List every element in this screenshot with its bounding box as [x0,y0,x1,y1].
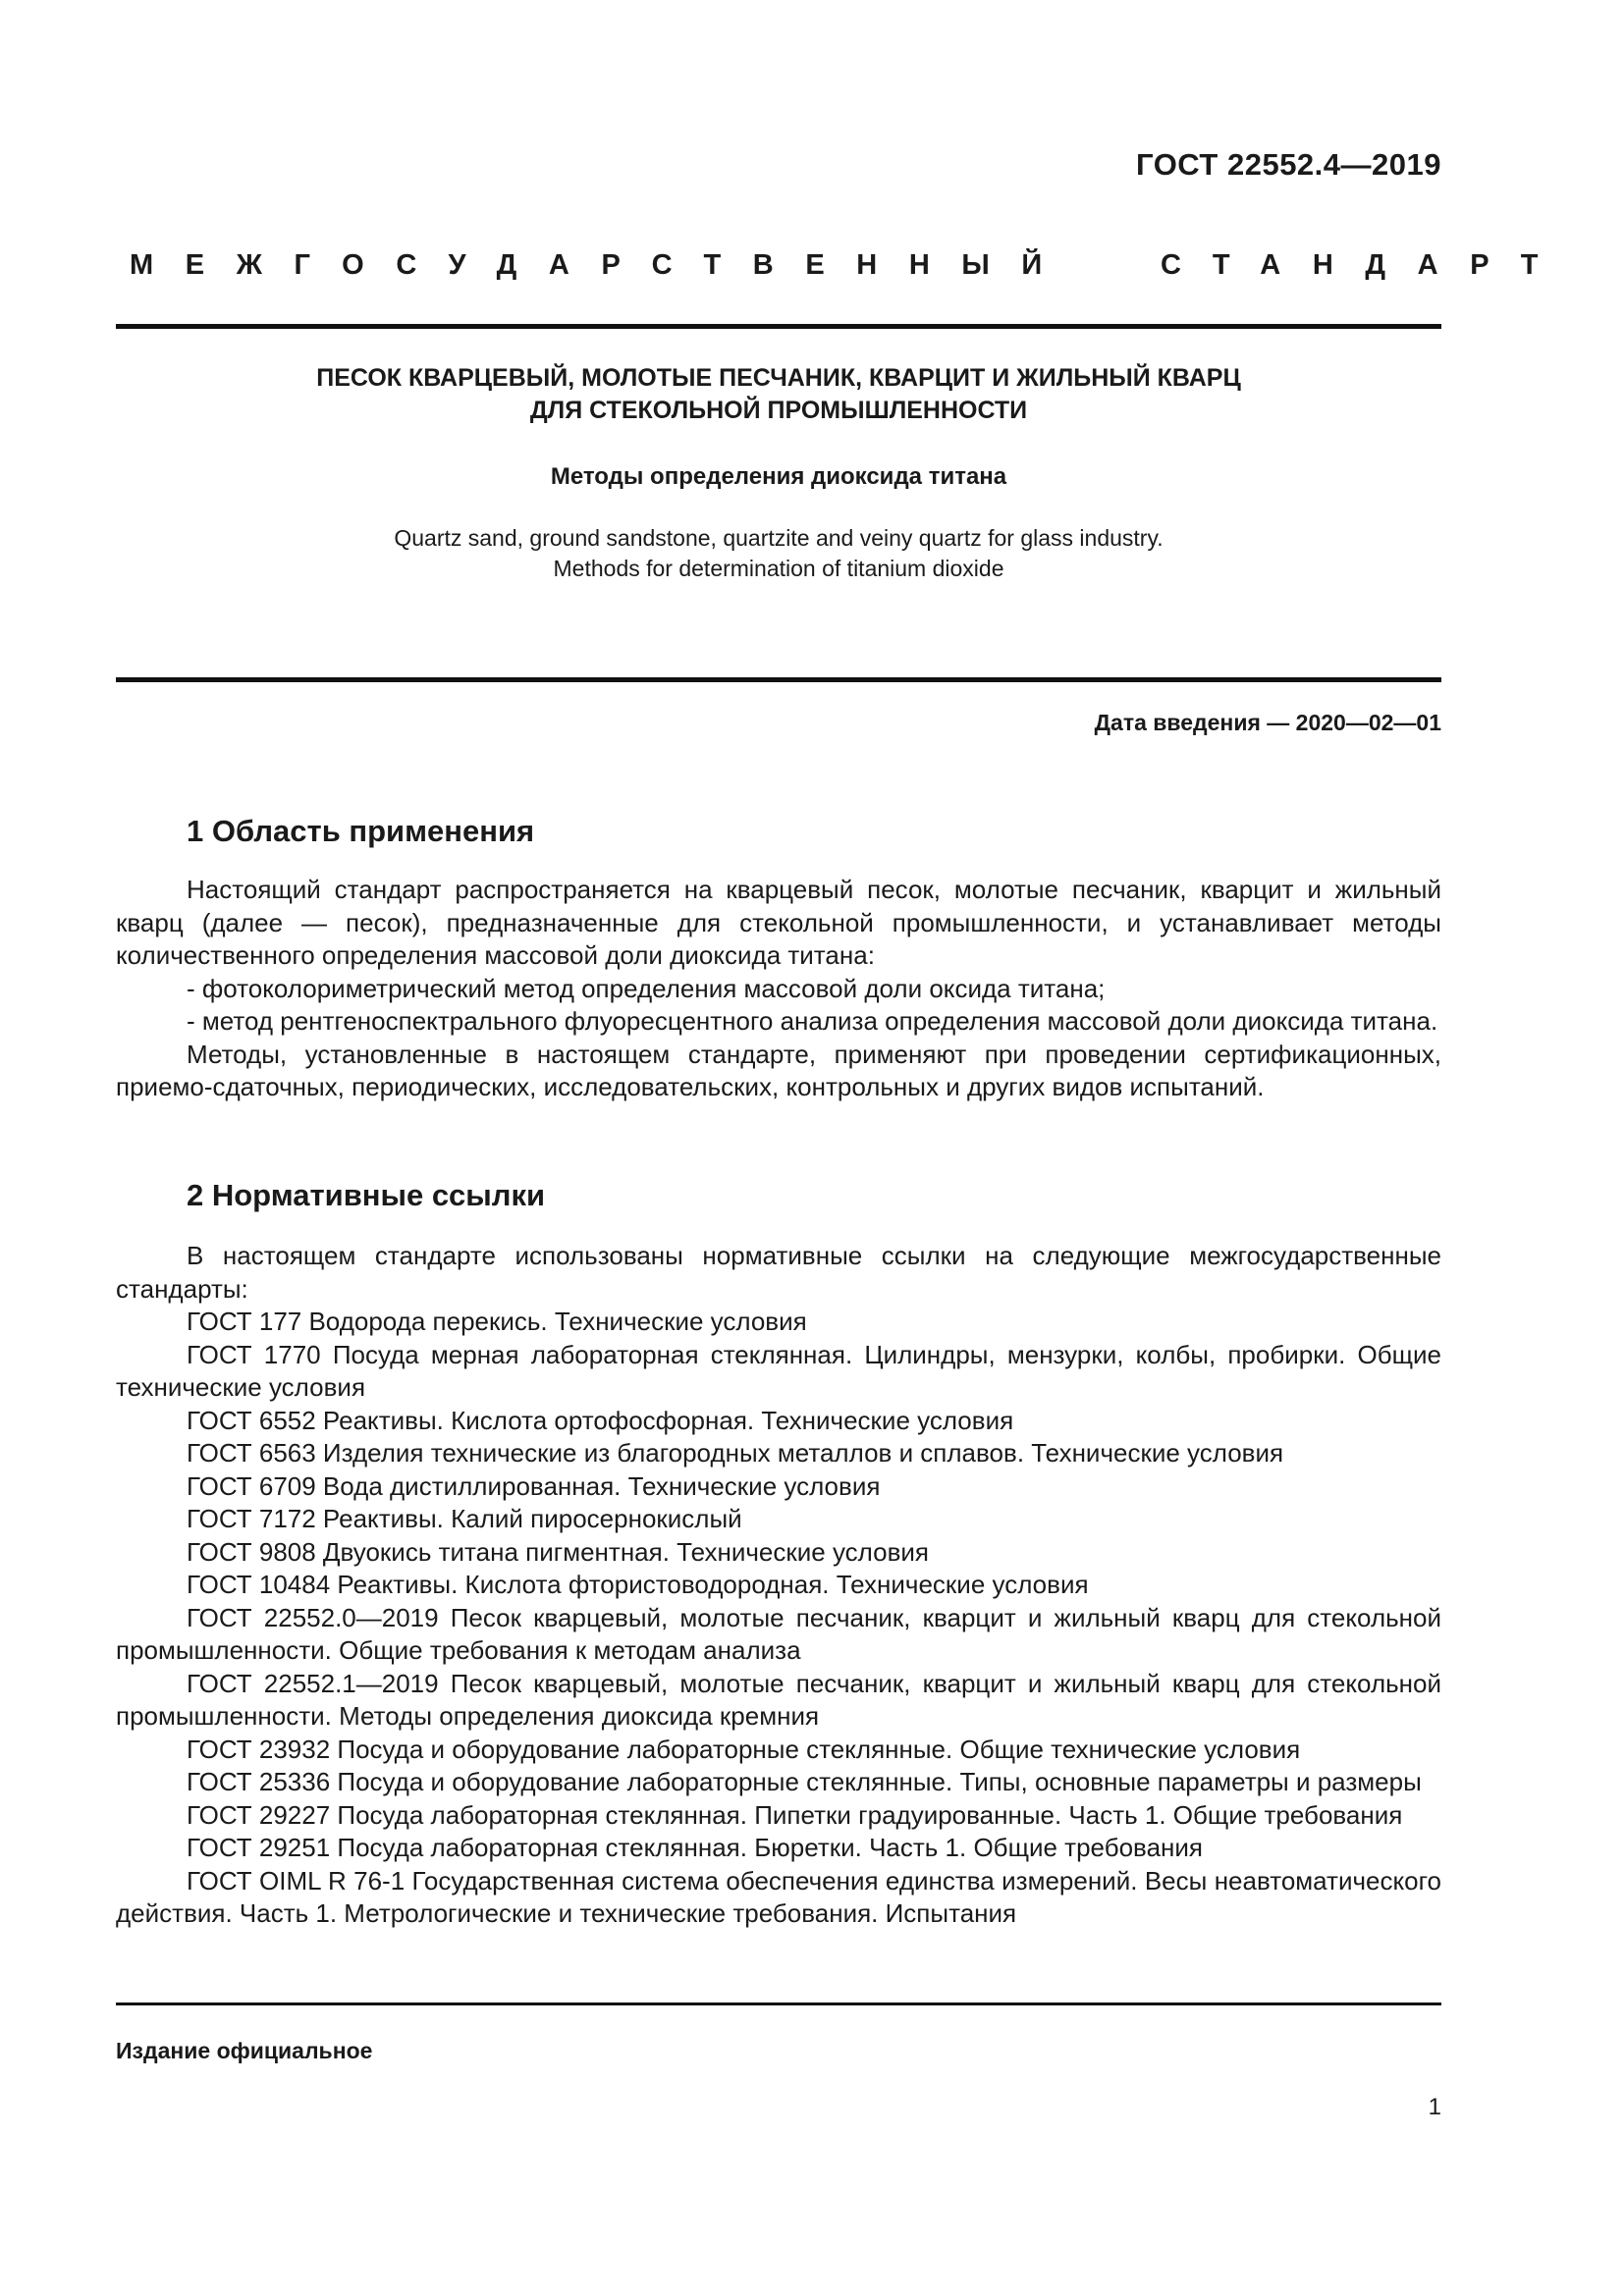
reference-item: ГОСТ 22552.1—2019 Песок кварцевый, молотые песчаник, кварцит и жильный кварц для стекольной промышленности. Методы определения диоксида кремния [116,1668,1441,1731]
reference-item: ГОСТ 23932 Посуда и оборудование лабораторные стеклянные. Общие технические условия [187,1734,1301,1764]
reference-item: ГОСТ 6709 Вода дистиллированная. Технические условия [187,1470,881,1501]
english-title-line-1: Quartz sand, ground sandstone, quartzite and veiny quartz for glass industry. [394,525,1164,551]
reference-item: ГОСТ 9808 Двуокись титана пигментная. Технические условия [187,1536,929,1567]
header-rule [116,324,1441,329]
reference-item: ГОСТ 177 Водорода перекись. Технические условия [187,1307,807,1336]
edition-label: Издание официальное [116,2038,373,2063]
reference-item: ГОСТ 10484 Реактивы. Кислота фтористоводородная. Технические условия [187,1570,1089,1599]
reference-item: ГОСТ 29251 Посуда лабораторная стеклянная. Бюретки. Часть 1. Общие требования [187,1833,1203,1862]
reference-item: ГОСТ 7172 Реактивы. Калий пиросернокислый [187,1504,742,1533]
introduction-date: Дата введения — 2020—02—01 [1094,710,1441,735]
standard-type-word-1: МЕЖГОСУДАРСТВЕННЫЙ [130,249,1074,281]
section-1-paragraph-2: Методы, установленные в настоящем стандарте, применяют при проведении сертификационных, приемо-сдаточных, периодических, исследовательских, контрольных и других видов испытаний. [116,1039,1441,1101]
english-title-line-2: Methods for determination of titanium dioxide [553,556,1004,581]
section-2-intro: В настоящем стандарте использованы нормативные ссылки на следующие межгосударственные стандарты: [116,1241,1441,1304]
section-1-item-2: - метод рентгеноспектрального флуоресцентного анализа определения массовой доли диоксида титана. [187,1006,1438,1036]
section-1-item-1: - фотоколориметрический метод определения массовой доли оксида титана; [187,973,1106,1003]
english-title [116,523,1441,584]
document-title [116,362,1441,427]
section-1-heading: 1 Область применения [187,814,535,848]
title-line-2: ДЛЯ СТЕКОЛЬНОЙ ПРОМЫШЛЕННОСТИ [529,397,1028,424]
standard-type-word-2: СТАНДАРТ [1161,249,1571,281]
reference-item: ГОСТ 1770 Посуда мерная лабораторная стеклянная. Цилиндры, мензурки, колбы, пробирки. Общие технические условия [116,1339,1441,1402]
section-1-paragraph-1: Настоящий стандарт распространяется на кварцевый песок, молотые песчаник, кварцит и жильный кварц (далее — песок), предназначенные для стекольной промышленности, и устанавливает методы количественного определения массовой доли диоксида титана: [116,875,1441,970]
document-number: ГОСТ 22552.4—2019 [1136,147,1441,182]
section-1-body [116,874,1441,1104]
footer-rule [116,2002,1441,2005]
reference-item: ГОСТ 25336 Посуда и оборудование лабораторные стеклянные. Типы, основные параметры и размеры [187,1767,1422,1796]
reference-item: ГОСТ OIML R 76-1 Государственная система обеспечения единства измерений. Весы неавтоматического действия. Часть 1. Метрологические и технические требования. Испытания [116,1865,1441,1928]
title-line-1: ПЕСОК КВАРЦЕВЫЙ, МОЛОТЫЕ ПЕСЧАНИК, КВАРЦИТ И ЖИЛЬНЫЙ КВАРЦ [316,364,1241,392]
section-2-body [116,1240,1441,1931]
reference-item: ГОСТ 29227 Посуда лабораторная стеклянная. Пипетки градуированные. Часть 1. Общие требования [187,1799,1403,1830]
reference-item: ГОСТ 22552.0—2019 Песок кварцевый, молотые песчаник, кварцит и жильный кварц для стекольной промышленности. Общие требования к методам анализа [116,1602,1441,1665]
section-2-heading: 2 Нормативные ссылки [187,1178,546,1212]
document-subtitle: Методы определения диоксида титана [550,463,1007,490]
title-rule [116,677,1441,682]
page-number: 1 [1428,2094,1441,2120]
reference-item: ГОСТ 6552 Реактивы. Кислота ортофосфорная. Технические условия [187,1405,1014,1435]
reference-item: ГОСТ 6563 Изделия технические из благородных металлов и сплавов. Технические условия [187,1438,1284,1468]
